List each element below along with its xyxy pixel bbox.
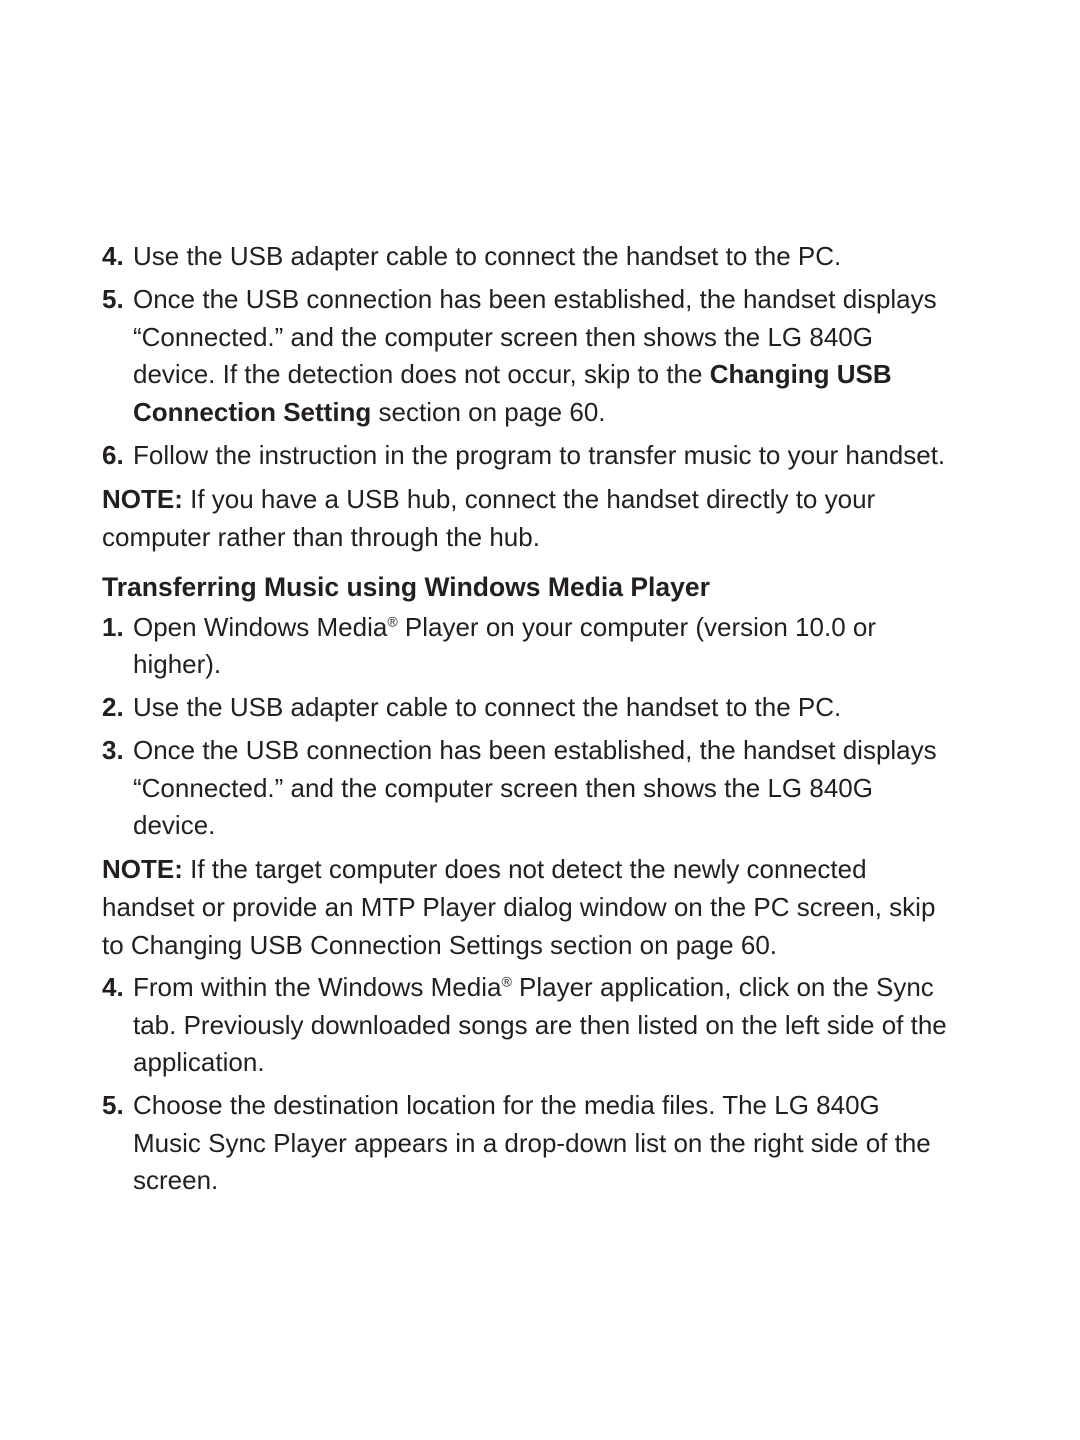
note-label: NOTE: — [102, 854, 183, 884]
step-number: 6. — [102, 439, 124, 470]
step-number: 5. — [102, 1090, 124, 1120]
registered-mark: ® — [501, 973, 512, 990]
note-text: If the target computer does not detect the newly connected handset or provide an MTP Player dialog window on the PC screen, skip to Changing USB Connection Settings section on page 60. — [102, 854, 936, 960]
section-link-text: Changing USB Connection Setting — [133, 359, 892, 427]
step-number: 4. — [102, 241, 124, 271]
step-text-part: Player application, click on the Sync tab. Previously downloaded songs are then listed on the left side of the application. — [133, 972, 947, 1077]
step-text-part: section on page 60. — [371, 396, 606, 427]
wmp-step-4 — [102, 969, 1002, 1082]
registered-mark: ® — [387, 612, 398, 629]
step-text: Follow the instruction in the program to transfer music to your handset. — [133, 439, 946, 470]
wmp-step-1 — [102, 609, 1002, 684]
step-text: Once the USB connection has been established, the handset displays “Connected.” and the computer screen then shows the LG 840G device. — [133, 735, 937, 840]
step-text: Use the USB adapter cable to connect the handset to the PC. — [133, 241, 842, 271]
note-usb-hub — [102, 480, 1002, 556]
step-text — [133, 609, 1002, 684]
section-heading: Transferring Music using Windows Media Player — [102, 571, 710, 602]
step-number: 5. — [102, 284, 124, 314]
step-5 — [102, 281, 1002, 431]
step-4 — [102, 238, 1002, 276]
wmp-step-3 — [102, 732, 1002, 845]
wmp-step-5 — [102, 1087, 1002, 1200]
step-text — [133, 281, 1002, 431]
manual-page — [102, 238, 1002, 1205]
step-text-part: Open Windows Media — [133, 611, 388, 642]
step-number: 1. — [102, 611, 124, 642]
step-number: 3. — [102, 735, 124, 765]
step-6 — [102, 437, 1002, 475]
step-text: Choose the destination location for the media files. The LG 840G Music Sync Player appears in a drop-down list on the right side of the screen. — [133, 1090, 931, 1195]
step-number: 2. — [102, 692, 124, 722]
step-text-part: Once the USB connection has been established, the handset displays “Connected.” and the computer screen then shows the LG 840G device. If the detection does not occur, skip to the — [133, 284, 937, 389]
step-text-part: Player on your computer (version 10.0 or higher). — [133, 611, 877, 679]
step-text — [133, 969, 1002, 1082]
note-detection — [102, 850, 1002, 964]
note-text: If you have a USB hub, connect the handset directly to your computer rather than through the hub. — [102, 483, 876, 552]
step-text: Use the USB adapter cable to connect the handset to the PC. — [133, 692, 842, 722]
note-label: NOTE: — [102, 483, 183, 514]
wmp-step-2 — [102, 689, 1002, 727]
step-text-part: From within the Windows Media — [133, 972, 502, 1002]
step-number: 4. — [102, 972, 124, 1002]
